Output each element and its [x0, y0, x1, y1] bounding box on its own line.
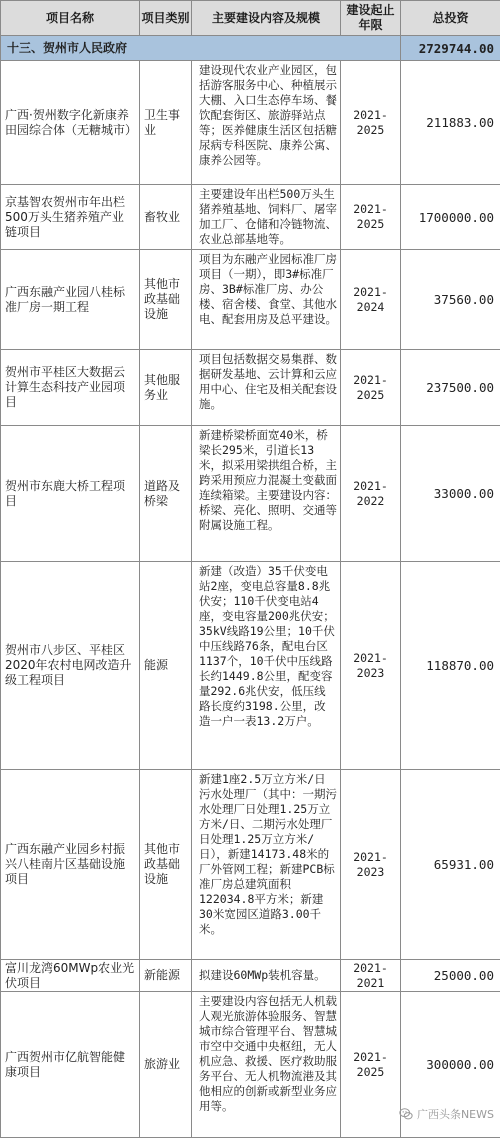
- row-scope: 主要建设年出栏500万头生猪养殖基地、饲料厂、屠宰加工厂、仓储和冷链物流、农业总部基地等。: [192, 185, 341, 250]
- row-scope: 主要建设内容包括无人机载人观光旅游体验服务、智慧城市综合管理平台、智慧城市空中交通中央枢纽，无人机应急、救援、医疗救助服务平台、无人机物流港及其他相应的创新或新型业务应用等。: [192, 992, 341, 1138]
- header-type: 项目类别: [140, 1, 192, 36]
- table-row: [1, 350, 500, 426]
- row-scope: 建设现代农业产业园区，包括游客服务中心、种植展示大棚、入口生态停车场、餐饮配套街区、旅游驿站点等；医养健康生活区包括糖尿病专科医院、康养公寓、康养公园等。: [192, 61, 341, 185]
- wechat-icon: [399, 1107, 413, 1121]
- row-years: 2021-2023: [341, 562, 401, 770]
- row-scope: 新建桥梁桥面宽40米，桥梁长295米，引道长13米，拟采用梁拱组合桥，主跨采用预应力混凝土变截面连续箱梁。主要建设内容：桥梁、亮化、照明、交通等附属设施工程。: [192, 426, 341, 562]
- row-years: 2021-2022: [341, 426, 401, 562]
- row-type: 道路及桥梁: [140, 426, 192, 562]
- row-type: 旅游业: [140, 992, 192, 1138]
- row-investment: 37560.00: [401, 250, 500, 350]
- row-scope: 新建1座2.5万立方米/日污水处理厂（其中：一期污水处理厂日处理1.25万立方米/日、二期污水处理厂日处理1.25万立方米/日），新建14173.48米的厂外管网工程；新建PCB标准厂房总建筑面积122034.8平方米；新建30米宽园区道路3.00千米。: [192, 770, 341, 960]
- row-investment: 25000.00: [401, 960, 500, 992]
- table-row: [1, 960, 500, 992]
- row-years: 2021-2024: [341, 250, 401, 350]
- row-type: 新能源: [140, 960, 192, 992]
- row-type: 卫生事业: [140, 61, 192, 185]
- row-years: 2021-2025: [341, 992, 401, 1138]
- watermark-text: 广西头条NEWS: [417, 1106, 494, 1122]
- table-row: [1, 770, 500, 960]
- row-investment: 118870.00: [401, 562, 500, 770]
- row-investment: 300000.00: [401, 992, 500, 1138]
- row-investment: 65931.00: [401, 770, 500, 960]
- row-name: 广西·贺州数字化新康养田园综合体（无糖城市）: [1, 61, 140, 185]
- row-name: 广西东融产业园八桂标准厂房一期工程: [1, 250, 140, 350]
- row-years: 2021-2025: [341, 61, 401, 185]
- row-scope: 项目包括数据交易集群、数据研发基地、云计算和云应用中心、住宅及相关配套设施。: [192, 350, 341, 426]
- row-name: 广西东融产业园乡村振兴八桂南片区基础设施项目: [1, 770, 140, 960]
- row-type: 畜牧业: [140, 185, 192, 250]
- row-name: 贺州市平桂区大数据云计算生态科技产业园项目: [1, 350, 140, 426]
- table-row: [1, 250, 500, 350]
- row-years: 2021-2021: [341, 960, 401, 992]
- section-row: [1, 36, 500, 61]
- row-investment: 211883.00: [401, 61, 500, 185]
- row-name: 贺州市东鹿大桥工程项目: [1, 426, 140, 562]
- header-scope: 主要建设内容及规模: [192, 1, 341, 36]
- row-investment: 1700000.00: [401, 185, 500, 250]
- row-name: 广西贺州市亿航智能健康项目: [1, 992, 140, 1138]
- row-type: 其他服务业: [140, 350, 192, 426]
- row-type: 能源: [140, 562, 192, 770]
- watermark: [399, 1106, 494, 1122]
- row-name: 京基智农贺州市年出栏500万头生猪养殖产业链项目: [1, 185, 140, 250]
- row-type: 其他市政基础设施: [140, 770, 192, 960]
- header-name: 项目名称: [1, 1, 140, 36]
- row-investment: 33000.00: [401, 426, 500, 562]
- table-header-row: [1, 1, 500, 36]
- row-investment: 237500.00: [401, 350, 500, 426]
- header-years: 建设起止年限: [341, 1, 401, 36]
- header-investment: 总投资: [401, 1, 500, 36]
- row-years: 2021-2025: [341, 185, 401, 250]
- row-years: 2021-2023: [341, 770, 401, 960]
- row-name: 贺州市八步区、平桂区2020年农村电网改造升级工程项目: [1, 562, 140, 770]
- row-type: 其他市政基础设施: [140, 250, 192, 350]
- section-total: 2729744.00: [401, 36, 500, 61]
- table-row: [1, 61, 500, 185]
- row-scope: 拟建设60MWp装机容量。: [192, 960, 341, 992]
- row-name: 富川龙湾60MWp农业光伏项目: [1, 960, 140, 992]
- row-scope: 项目为东融产业园标准厂房项目（一期），即3#标准厂房、3B#标准厂房、办公楼、宿舍楼、食堂、其他水电、配套用房及总平建设。: [192, 250, 341, 350]
- row-years: 2021-2025: [341, 350, 401, 426]
- table-row: [1, 426, 500, 562]
- row-scope: 新建（改造）35千伏变电站2座，变电总容量8.8兆伏安；110千伏变电站4座，变电容量200兆伏安；35kV线路19公里；10千伏中压线路76条，配电台区1137个，10千伏中压线路长约1449.8公里，配变容量292.6兆伏安，低压线路长度约3198.公里，改造一户一表13.2万户。: [192, 562, 341, 770]
- table-row: [1, 185, 500, 250]
- section-title: 十三、贺州市人民政府: [1, 36, 401, 61]
- table-row: [1, 562, 500, 770]
